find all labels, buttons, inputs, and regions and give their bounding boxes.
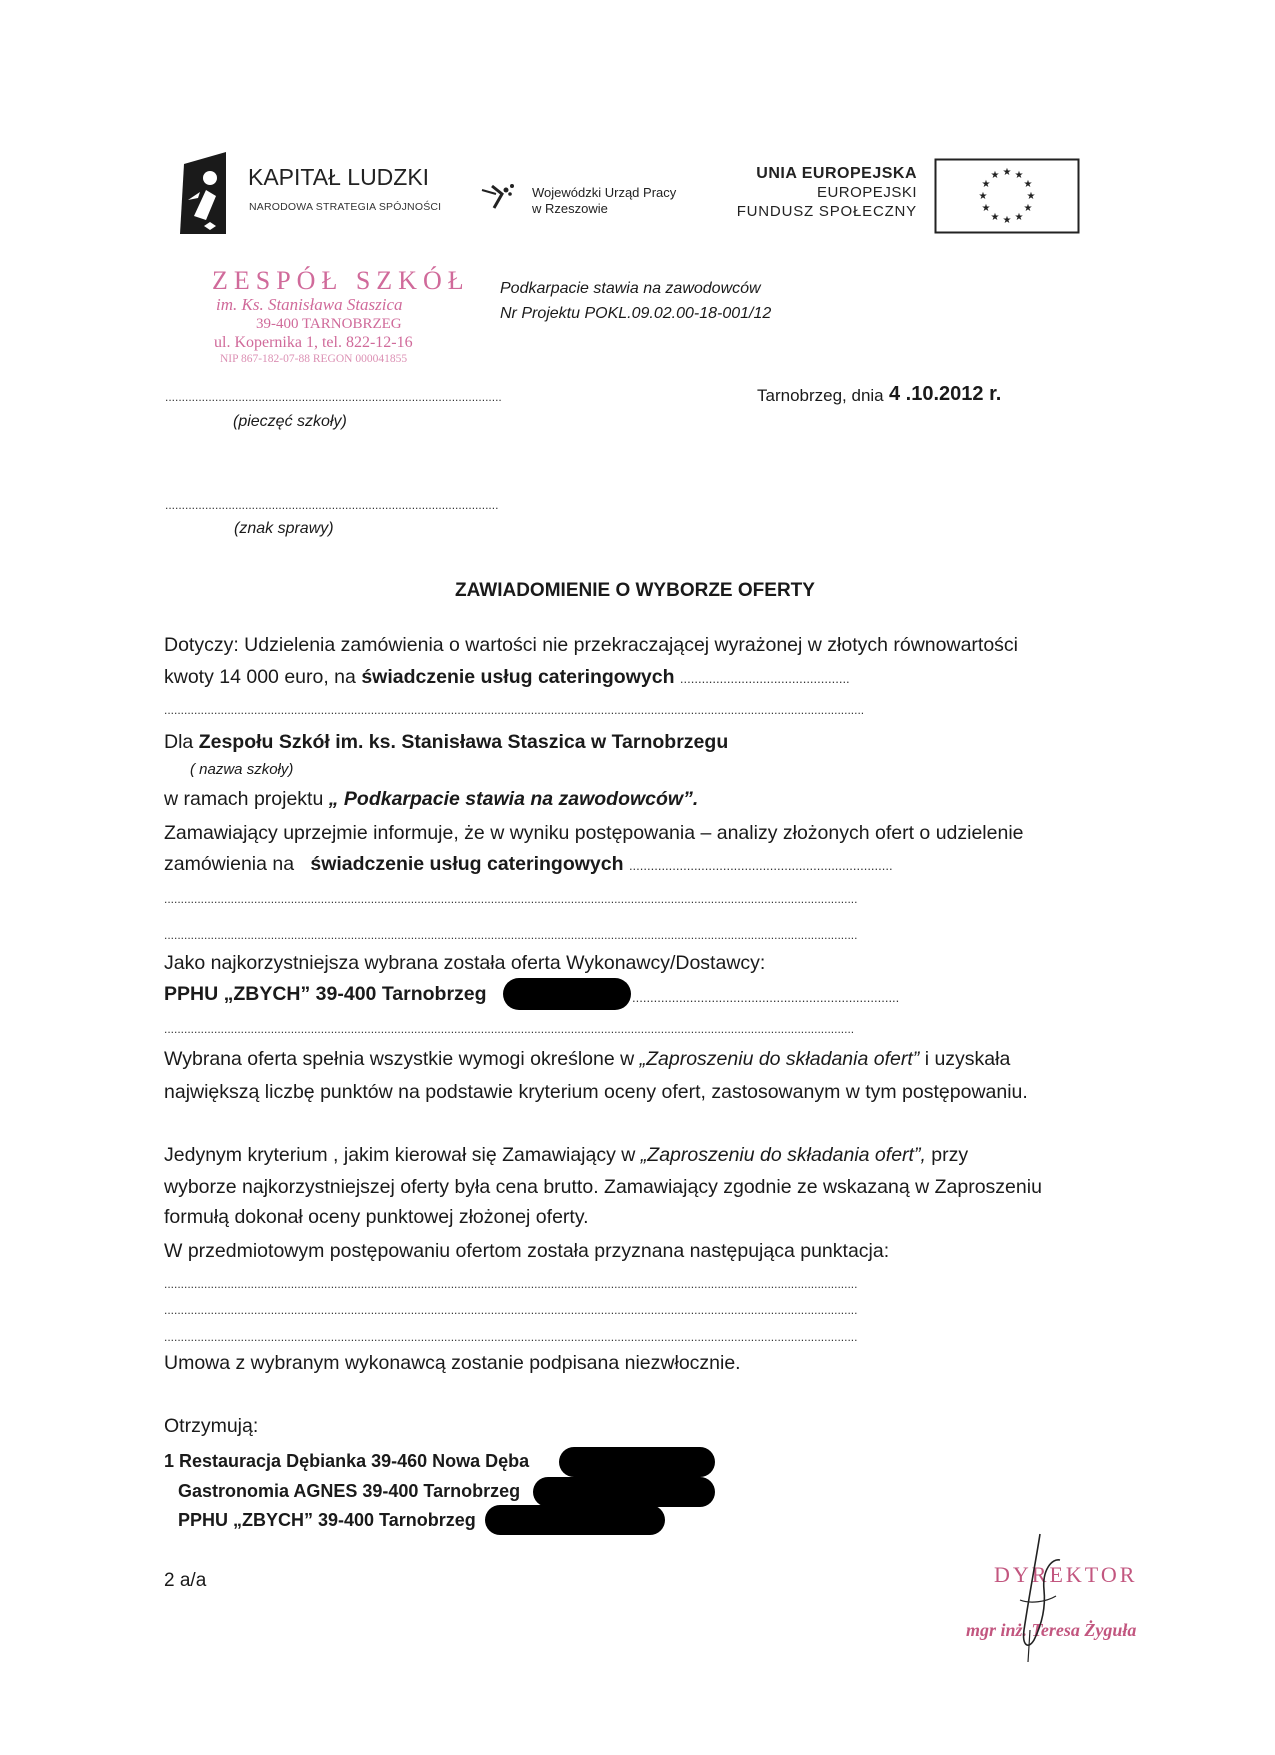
concerns-prefix: kwoty 14 000 euro, na xyxy=(164,666,356,688)
inform-line2 xyxy=(164,853,893,876)
project-line-prefix: w ramach projektu xyxy=(164,788,324,810)
document-title: ZAWIADOMIENIE O WYBORZE OFERTY xyxy=(455,580,815,601)
recipient-item: PPHU „ZBYCH” 39-400 Tarnobrzeg xyxy=(178,1510,476,1530)
for-school-prefix: Dla xyxy=(164,731,194,753)
svg-text:★: ★ xyxy=(1023,179,1033,190)
wup-line1: Wojewódzki Urząd Pracy xyxy=(532,185,677,200)
ue-line1: UNIA EUROPEJSKA xyxy=(756,165,917,182)
dotted-line-5: ................................................................................................................................................................................................................ xyxy=(164,1277,858,1291)
dotted-line-1: .................................................................................................................................................................................................................. xyxy=(164,703,865,717)
concerns-line1: Dotyczy: Udzielenia zamówienia o wartości nie przekraczającej wyrażonej w złotych równowartości xyxy=(164,634,1019,656)
recipients-title: Otrzymują: xyxy=(164,1415,259,1437)
svg-text:★: ★ xyxy=(981,203,991,214)
project-line-name: „ Podkarpacie stawia na zawodowców”. xyxy=(328,788,699,810)
project-line xyxy=(164,788,698,811)
case-label: (znak sprawy) xyxy=(234,520,334,537)
criterion-suffix: przy xyxy=(931,1144,969,1166)
director-title: DYREKTOR xyxy=(994,1562,1138,1587)
inform-dots: ......................................................................... xyxy=(628,858,893,873)
criterion-line1 xyxy=(164,1144,968,1167)
signature-icon xyxy=(1000,1530,1080,1670)
seal-dotted-line: ..................................................................................................... xyxy=(165,390,502,404)
chosen-line1: Jako najkorzystniejsza wybrana została oferta Wykonawcy/Dostawcy: xyxy=(164,952,766,974)
svg-text:★: ★ xyxy=(1026,191,1036,202)
svg-text:★: ★ xyxy=(1002,215,1012,226)
director-name: mgr inż. Teresa Żyguła xyxy=(966,1620,1137,1640)
svg-text:★: ★ xyxy=(1002,167,1012,178)
chosen-company: PPHU „ZBYCH” 39-400 Tarnobrzeg xyxy=(164,983,487,1005)
dotted-line-6: ................................................................................................................................................................................................................ xyxy=(164,1303,858,1317)
contract-line: Umowa z wybranym wykonawcą zostanie podpisana niezwłocznie. xyxy=(164,1352,741,1374)
requirements-prefix: Wybrana oferta spełnia wszystkie wymogi określone w xyxy=(164,1048,635,1070)
wup-logo-icon xyxy=(480,178,526,214)
eu-flag-icon xyxy=(934,158,1080,234)
dotted-line-4: ............................................................................................................................................................................................................... xyxy=(164,1022,855,1036)
chosen-dots: .......................................................................... xyxy=(632,990,900,1005)
requirements-suffix: i uzyskała xyxy=(924,1048,1011,1070)
svg-text:★: ★ xyxy=(990,170,1000,181)
project-number: Nr Projektu POKL.09.02.00-18-001/12 xyxy=(500,305,772,322)
requirements-line1 xyxy=(164,1048,1010,1071)
svg-text:★: ★ xyxy=(981,179,991,190)
wup-line2: w Rzeszowie xyxy=(532,201,608,216)
svg-text:★: ★ xyxy=(978,191,988,202)
criterion-invitation: „Zaproszeniu do składania ofert”, xyxy=(640,1144,926,1166)
stamp-line1: ZESPÓŁ SZKÓŁ xyxy=(212,266,470,295)
svg-text:★: ★ xyxy=(1023,203,1033,214)
kapital-ludzki-logo-icon xyxy=(176,150,230,236)
svg-text:★: ★ xyxy=(1014,170,1024,181)
stamp-line4: ul. Kopernika 1, tel. 822-12-16 xyxy=(214,334,413,351)
place-date-prefix: Tarnobrzeg, dnia xyxy=(757,386,884,405)
requirements-line2: największą liczbę punktów na podstawie kryterium oceny ofert, zastosowanym w tym postępowaniu. xyxy=(164,1081,1028,1103)
ue-line2: EUROPEJSKI xyxy=(816,184,917,201)
footer-note: 2 a/a xyxy=(164,1570,207,1591)
stamp-line3: 39-400 TARNOBRZEG xyxy=(256,316,402,332)
project-name: Podkarpacie stawia na zawodowców xyxy=(500,280,761,297)
for-school-line xyxy=(164,731,728,754)
school-seal-label: (pieczęć szkoły) xyxy=(233,413,347,430)
case-dotted-line: .................................................................................................... xyxy=(165,498,499,512)
concerns-dots: ............................................... xyxy=(679,671,850,686)
svg-text:★: ★ xyxy=(1014,212,1024,223)
ue-line3: FUNDUSZ SPOŁECZNY xyxy=(736,203,917,220)
redaction-bar xyxy=(533,1477,715,1507)
kapital-ludzki-subtitle: NARODOWA STRATEGIA SPÓJNOŚCI xyxy=(249,201,442,213)
dotted-line-2: ................................................................................................................................................................................................................ xyxy=(164,892,858,906)
dotted-line-3: ................................................................................................................................................................................................................ xyxy=(164,928,858,942)
stamp-line5: NIP 867-182-07-88 REGON 000041855 xyxy=(220,353,408,365)
redaction-bar xyxy=(485,1505,665,1535)
inform-service: świadczenie usług cateringowych xyxy=(310,853,624,875)
recipient-item: 1 Restauracja Dębianka 39-460 Nowa Dęba xyxy=(164,1451,530,1471)
recipient-item: Gastronomia AGNES 39-400 Tarnobrzeg xyxy=(178,1481,521,1501)
redaction-bar xyxy=(559,1447,715,1477)
criterion-prefix: Jedynym kryterium , jakim kierował się Zamawiający w xyxy=(164,1144,636,1166)
concerns-line2 xyxy=(164,666,850,689)
place-date-value: 4 .10.2012 r. xyxy=(889,383,1002,405)
requirements-invitation: „Zaproszeniu do składania ofert” xyxy=(639,1048,920,1070)
redaction-bar xyxy=(503,978,631,1010)
criterion-line2: wyborze najkorzystniejszej oferty była cena brutto. Zamawiający zgodnie ze wskazaną w Zaproszeniu xyxy=(164,1176,1042,1198)
criterion-line4: W przedmiotowym postępowaniu ofertom została przyznana następująca punktacja: xyxy=(164,1240,890,1262)
inform-prefix: zamówienia na xyxy=(164,853,295,875)
svg-text:★: ★ xyxy=(990,212,1000,223)
kapital-ludzki-title: KAPITAŁ LUDZKI xyxy=(248,164,430,190)
concerns-service: świadczenie usług cateringowych xyxy=(361,666,675,688)
stamp-line2: im. Ks. Stanisława Staszica xyxy=(216,295,403,314)
criterion-line3: formułą dokonał oceny punktowej złożonej oferty. xyxy=(164,1206,589,1228)
inform-line1: Zamawiający uprzejmie informuje, że w wyniku postępowania – analizy złożonych ofert o udzielenie xyxy=(164,822,1024,844)
school-name-caption: ( nazwa szkoły) xyxy=(190,761,294,778)
for-school-name: Zespołu Szkół im. ks. Stanisława Staszica w Tarnobrzegu xyxy=(198,731,729,753)
dotted-line-7: ................................................................................................................................................................................................................ xyxy=(164,1330,858,1344)
